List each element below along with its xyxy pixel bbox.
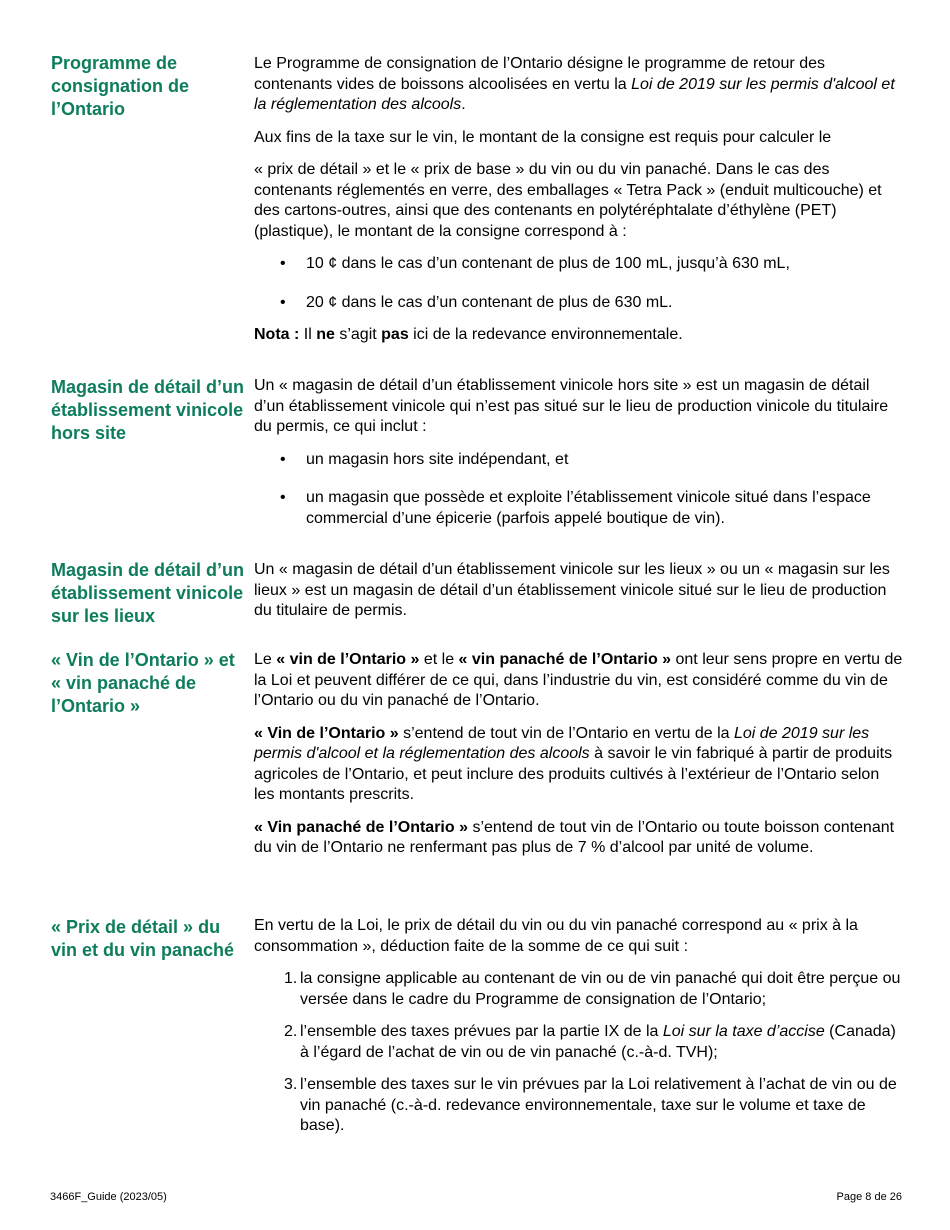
list-number: 2. [284,1023,298,1040]
paragraph: Un « magasin de détail d’un établissement vinicole sur les lieux » ou un « magasin sur les lieux » est un magasin de détail d’un établissement vinicole situé sur le lieu de production du titulaire de permis. [254,561,890,619]
list-item: 1. la consigne applicable au contenant de vin ou de vin panaché qui doit être perçue ou versée dans le cadre du Programme de consignation de l’Ontario; [284,970,901,1008]
bullet-icon: • [280,450,286,468]
list-number: 1. [284,970,298,987]
bullet-list [254,254,904,313]
note: Nota : Il ne s’agit pas ici de la redevance environnementale. [254,326,683,343]
definition-magasin-sur-lieux [254,560,904,622]
footer-page-number: Page 8 de 26 [836,1191,902,1203]
paragraph: En vertu de la Loi, le prix de détail du vin ou du vin panaché correspond au « prix à la consommation », déduction faite de la somme de ce qui suit : [254,917,858,955]
list-item: 3. l’ensemble des taxes sur le vin prévues par la Loi relativement à l’achat de vin ou de vin panaché (c.-à-d. redevance environnementale, taxe sur le volume et taxe de base). [284,1076,897,1134]
paragraph: Un « magasin de détail d’un établissement vinicole hors site » est un magasin de détail d’un établissement vinicole qui n’est pas situé sur le lieu de production vinicole du titulaire du permis, ce qui inclut : [254,377,889,435]
term-programme-consignation: Programme de consignation de l’Ontario [51,53,190,119]
list-item: • un magasin hors site indépendant, et [254,450,904,471]
paragraph: « Vin panaché de l’Ontario » s’entend de tout vin de l’Ontario ou toute boisson contenant du vin de l’Ontario ne renfermant pas plus de 7 % d’alcool par unité de volume. [254,818,895,856]
list-item: • 10 ¢ dans le cas d’un contenant de plus de 100 mL, jusqu’à 630 mL, [254,254,904,275]
bullet-list [254,450,904,530]
numbered-list [254,969,904,1137]
paragraph: Le « vin de l’Ontario » et le « vin panaché de l’Ontario » ont leur sens propre en vertu de la Loi et peuvent différer de ce qui, dans l’industrie du vin, est considéré comme du vin de l’Ontario ou du vin panaché de l’Ontario. [254,651,903,709]
term-magasin-sur-lieux: Magasin de détail d’un établissement vinicole sur les lieux [51,560,245,626]
list-item: • un magasin que possède et exploite l’établissement vinicole situé dans l’espace commercial d’une épicerie (parfois appelé boutique de vin). [280,489,871,527]
term-prix-detail: « Prix de détail » du vin et du vin panaché [51,917,235,960]
bullet-icon: • [280,293,286,311]
list-number: 3. [284,1076,298,1093]
definition-magasin-hors-site [254,376,904,541]
paragraph: « prix de détail » et le « prix de base » du vin ou du vin panaché. Dans le cas des contenants réglementés en verre, des emballages « Tetra Pack » (enduit multicouche) et des cartons-outres, ainsi que des contenants en polytéréphtalate d’éthylène (PET) (plastique), le montant de la consigne correspond à : [254,161,882,240]
list-item: • 20 ¢ dans le cas d’un contenant de plus de 630 mL. [254,293,904,314]
definition-programme-consignation [254,54,904,346]
bullet-icon: • [280,255,286,272]
paragraph: Le Programme de consignation de l’Ontario désigne le programme de retour des contenants vides de boissons alcoolisées en vertu la Loi de 2019 sur les permis d'alcool et la réglementation des alcools. [254,55,895,113]
bullet-icon: • [280,489,286,506]
term-magasin-hors-site: Magasin de détail d’un établissement vinicole hors site [51,377,245,443]
term-vin-ontario: « Vin de l’Ontario » et « vin panaché de l’Ontario » [51,650,235,716]
paragraph: Aux fins de la taxe sur le vin, le montant de la consigne est requis pour calculer le [254,128,832,146]
list-item: 2. l’ensemble des taxes prévues par la partie IX de la Loi sur la taxe d’accise (Canada) à l’égard de l’achat de vin ou de vin panaché (c.-à-d. TVH); [284,1023,896,1061]
footer-form-id: 3466F_Guide (2023/05) [50,1191,167,1203]
definition-vin-ontario [254,650,904,859]
paragraph: « Vin de l’Ontario » s’entend de tout vin de l’Ontario en vertu de la Loi de 2019 sur les permis d'alcool et la réglementation des alcools à savoir le vin fabriqué à partir de produits agricoles de l’Ontario, et peut inclure des produits cultivés à l’extérieur de l’Ontario selon les montants prescrits. [254,724,893,803]
definition-prix-detail [254,916,904,1137]
